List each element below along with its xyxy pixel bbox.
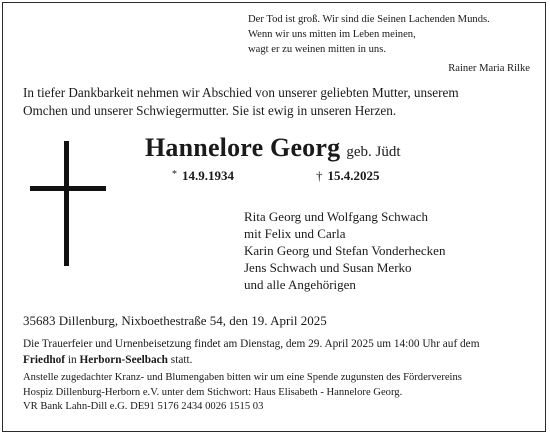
poem-block <box>248 12 538 76</box>
family-member: Jens Schwach und Susan Merko <box>244 260 412 275</box>
birth-star-icon: * <box>172 169 177 180</box>
death-dagger-icon: † <box>316 168 323 183</box>
poem-author: Rainer Maria Rilke <box>448 63 530 74</box>
family-member: Rita Georg und Wolfgang Schwach <box>244 209 429 224</box>
birth-date-block <box>172 168 234 184</box>
poem-line: wagt er zu weinen mitten in uns. <box>248 44 386 55</box>
family-member: mit Felix und Carla <box>244 226 346 241</box>
deceased-name: Hannelore Georg <box>145 133 341 162</box>
donation-line: Anstelle zugedachter Kranz- und Blumengaben bitten wir um eine Spende zugunsten des Fördervereins <box>23 372 462 383</box>
funeral-line: Die Trauerfeier und Urnenbeisetzung findet am Dienstag, dem 29. April 2025 um 14:00 Uhr auf dem <box>23 338 480 350</box>
bank-details: VR Bank Lahn-Dill e.G. DE91 5176 2434 0026 1515 03 <box>23 401 264 412</box>
funeral-town: Herborn-Seelbach <box>79 353 168 366</box>
cross-horizontal-bar <box>30 186 106 191</box>
death-date: 15.4.2025 <box>327 168 380 183</box>
cross-vertical-bar <box>64 141 69 266</box>
family-list <box>244 208 445 293</box>
intro-line: Omchen und unserer Schwiegermutter. Sie ist ewig in unseren Herzen. <box>23 102 397 118</box>
deceased-name-row <box>145 133 401 163</box>
donation-info <box>23 371 538 415</box>
donation-line: Hospiz Dillenburg-Herborn e.V. unter dem Stichwort: Haus Elisabeth - Hannelore Georg. <box>23 386 403 398</box>
poem-line: Der Tod ist groß. Wir sind die Seinen Lachenden Munds. <box>248 14 490 25</box>
death-date-block <box>316 168 380 184</box>
cross-icon <box>30 141 106 266</box>
intro-text <box>23 84 533 119</box>
funeral-connector: in <box>65 353 80 366</box>
birth-date: 14.9.1934 <box>182 168 234 183</box>
family-member: und alle Angehörigen <box>244 277 356 292</box>
funeral-info <box>23 337 538 368</box>
intro-line: In tiefer Dankbarkeit nehmen wir Abschied von unserer geliebten Mutter, unserem <box>23 85 459 100</box>
address-line: 35683 Dillenburg, Nixboethestraße 54, den 19. April 2025 <box>23 313 327 328</box>
family-member: Karin Georg und Stefan Vonderhecken <box>244 243 446 258</box>
funeral-ending: statt. <box>167 353 193 366</box>
poem-line: Wenn wir uns mitten im Leben meinen, <box>248 29 416 40</box>
funeral-location-line <box>23 353 538 369</box>
funeral-place: Friedhof <box>23 353 66 366</box>
maiden-name: geb. Jüdt <box>346 144 401 160</box>
